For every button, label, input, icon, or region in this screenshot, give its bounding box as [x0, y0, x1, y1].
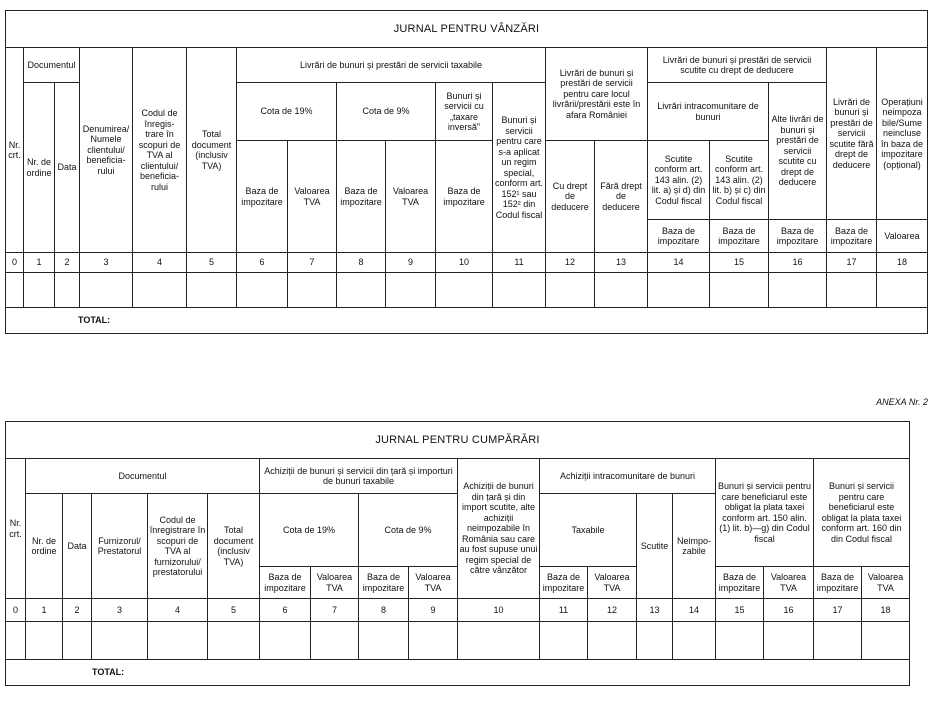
table-cell[interactable]	[63, 622, 92, 660]
cota-19-header: Cota de 19%	[237, 83, 337, 141]
vanzari-title: JURNAL PENTRU VÂNZĂRI	[6, 11, 928, 48]
col-number: 1	[24, 253, 55, 273]
col-number: 10	[436, 253, 493, 273]
col-number: 15	[716, 599, 764, 622]
table-cell[interactable]	[311, 622, 359, 660]
col-number: 16	[764, 599, 814, 622]
baza-9-header: Baza de impozitare	[337, 141, 386, 253]
anexa-label: ANEXA Nr. 2	[876, 397, 928, 407]
baza-taxabile-header: Baza de impozitare	[540, 567, 588, 599]
codul-header: Codul de înregis- trare în scopuri de TVA al clientului/ beneficia- rului	[133, 48, 187, 253]
documentul-header: Documentul	[24, 48, 80, 83]
table-row	[6, 622, 910, 660]
table-cell[interactable]	[133, 273, 187, 308]
table-cell[interactable]	[436, 273, 493, 308]
baza-16-header: Baza de impozitare	[769, 220, 827, 253]
cota-19-header: Cota de 19%	[260, 494, 359, 567]
intracomunitare-header: Livrări intracomunitare de bunuri	[648, 83, 769, 141]
col-number: 8	[337, 253, 386, 273]
tva-9-header: Valoarea TVA	[409, 567, 458, 599]
tva-19-header: Valoarea TVA	[311, 567, 359, 599]
col-number: 12	[588, 599, 637, 622]
col-number: 5	[208, 599, 260, 622]
table-cell[interactable]	[493, 273, 546, 308]
table-cell[interactable]	[26, 622, 63, 660]
table-cell[interactable]	[769, 273, 827, 308]
table-cell[interactable]	[862, 622, 910, 660]
col-number: 4	[133, 253, 187, 273]
table-row	[6, 273, 928, 308]
col-number: 11	[493, 253, 546, 273]
tva-19-header: Valoarea TVA	[288, 141, 337, 253]
col-number: 5	[187, 253, 237, 273]
table-cell[interactable]	[827, 273, 877, 308]
col-number: 4	[148, 599, 208, 622]
col-number: 6	[260, 599, 311, 622]
neimpozabile-header: Neimpo- zabile	[673, 494, 716, 599]
col-number: 7	[311, 599, 359, 622]
baza-150-header: Baza de impozitare	[716, 567, 764, 599]
table-cell[interactable]	[337, 273, 386, 308]
nr-ordine-header: Nr. de ordine	[26, 494, 63, 599]
baza-17-header: Baza de impozitare	[827, 220, 877, 253]
col-number: 0	[6, 599, 26, 622]
vanzari-total-label: TOTAL:	[6, 308, 928, 334]
denumirea-header: Denumirea/ Numele clientului/ beneficia- rului	[80, 48, 133, 253]
scutite-a-d-header: Scutite conform art. 143 alin. (2) lit. a) și d) din Codul fiscal	[648, 141, 710, 220]
table-cell[interactable]	[588, 622, 637, 660]
total-document-header: Total document (inclusiv TVA)	[208, 494, 260, 599]
table-cell[interactable]	[187, 273, 237, 308]
col-number: 17	[814, 599, 862, 622]
furnizorul-header: Furnizorul/ Prestatorul	[92, 494, 148, 599]
nr-crt-header: Nr. crt.	[6, 48, 24, 253]
col-number: 9	[386, 253, 436, 273]
regim-special-header: Bunuri și servicii pentru care s-a aplicat un regim special, conform art. 152¹ sau 152² din Codul fiscal	[493, 83, 546, 253]
table-cell[interactable]	[148, 622, 208, 660]
col-number: 15	[710, 253, 769, 273]
col-number: 3	[92, 599, 148, 622]
col-number: 14	[673, 599, 716, 622]
baza-15-header: Baza de impozitare	[710, 220, 769, 253]
documentul-header: Documentul	[26, 459, 260, 494]
table-cell[interactable]	[409, 622, 458, 660]
col-number: 18	[877, 253, 928, 273]
baza-160-header: Baza de impozitare	[814, 567, 862, 599]
table-cell[interactable]	[637, 622, 673, 660]
tva-9-header: Valoarea TVA	[386, 141, 436, 253]
col-number: 0	[6, 253, 24, 273]
table-cell[interactable]	[595, 273, 648, 308]
col-number: 9	[409, 599, 458, 622]
nr-crt-header: Nr. crt.	[6, 459, 26, 599]
col-number: 16	[769, 253, 827, 273]
data-header: Data	[55, 83, 80, 253]
data-header: Data	[63, 494, 92, 599]
table-cell[interactable]	[648, 273, 710, 308]
fara-drept-deducere-header: Fără drept de deducere	[595, 141, 648, 253]
scutite-cu-drept-header: Livrări de bunuri și prestări de servicii scutite cu drept de deducere	[648, 48, 827, 83]
taxabile-header: Taxabile	[540, 494, 637, 567]
scutite-header: Scutite	[637, 494, 673, 599]
col-number: 13	[595, 253, 648, 273]
cumparari-title: JURNAL PENTRU CUMPĂRĂRI	[6, 422, 910, 459]
baza-19-header: Baza de impozitare	[237, 141, 288, 253]
table-cell[interactable]	[386, 273, 436, 308]
total-document-header: Total document (inclusiv TVA)	[187, 48, 237, 253]
baza-14-header: Baza de impozitare	[648, 220, 710, 253]
tva-taxabile-header: Valoarea TVA	[588, 567, 637, 599]
table-cell[interactable]	[716, 622, 764, 660]
col-number: 12	[546, 253, 595, 273]
alte-livrari-header: Alte livrări de bunuri și prestări de servicii scutite cu drept de deducere	[769, 83, 827, 220]
table-cell[interactable]	[710, 273, 769, 308]
col-number: 11	[540, 599, 588, 622]
baza-9-header: Baza de impozitare	[359, 567, 409, 599]
table-cell[interactable]	[814, 622, 862, 660]
livrari-taxabile-header: Livrări de bunuri și prestări de servicii taxabile	[237, 48, 546, 83]
table-cell[interactable]	[288, 273, 337, 308]
art160-header: Bunuri și servicii pentru care beneficiarul este obligat la plata taxei conform art. 160 din din Codul fiscal	[814, 459, 910, 567]
table-cell[interactable]	[458, 622, 540, 660]
taxare-inversa-header: Bunuri și servicii cu „taxare inversă"	[436, 83, 493, 141]
achizitii-taxabile-header: Achiziții de bunuri și servicii din țară și importuri de bunuri taxabile	[260, 459, 458, 494]
cota-9-header: Cota de 9%	[359, 494, 458, 567]
table-cell[interactable]	[764, 622, 814, 660]
table-cell[interactable]	[24, 273, 55, 308]
col-number: 2	[55, 253, 80, 273]
table-cell[interactable]	[55, 273, 80, 308]
cumparari-total-label: TOTAL:	[6, 660, 910, 686]
table-cell[interactable]	[237, 273, 288, 308]
table-cell[interactable]	[359, 622, 409, 660]
col-number: 8	[359, 599, 409, 622]
col-number: 1	[26, 599, 63, 622]
baza-taxare-inversa-header: Baza de impozitare	[436, 141, 493, 253]
col-number: 18	[862, 599, 910, 622]
col-number: 17	[827, 253, 877, 273]
table-cell[interactable]	[546, 273, 595, 308]
operatiuni-header: Operațiuni neimpoza bile/Sume neincluse în baza de impozitare (opțional)	[877, 48, 928, 220]
table-cell[interactable]	[92, 622, 148, 660]
nr-ordine-header: Nr. de ordine	[24, 83, 55, 253]
achizitii-scutite-header: Achiziții de bunuri din țară și din import scutite, alte achiziții neimpozabile în România sau care au fost supuse unui regim special de către vânzător	[458, 459, 540, 599]
fara-drept-header: Livrări de bunuri și prestări de servicii scutite fără drept de deducere	[827, 48, 877, 220]
jurnal-cumparari-table	[5, 421, 910, 686]
table-cell[interactable]	[260, 622, 311, 660]
intracomunitare-header: Achiziții intracomunitare de bunuri	[540, 459, 716, 494]
cota-9-header: Cota de 9%	[337, 83, 436, 141]
col-number: 3	[80, 253, 133, 273]
table-cell[interactable]	[6, 622, 26, 660]
tva-150-header: Valoarea TVA	[764, 567, 814, 599]
col-number: 13	[637, 599, 673, 622]
col-number: 7	[288, 253, 337, 273]
table-cell[interactable]	[673, 622, 716, 660]
table-cell[interactable]	[208, 622, 260, 660]
baza-19-header: Baza de impozitare	[260, 567, 311, 599]
table-cell[interactable]	[877, 273, 928, 308]
scutite-b-c-header: Scutite conform art. 143 alin. (2) lit. b) și c) din Codul fiscal	[710, 141, 769, 220]
jurnal-vanzari-table	[5, 10, 928, 334]
col-number: 6	[237, 253, 288, 273]
table-cell[interactable]	[6, 273, 24, 308]
art150-header: Bunuri și servicii pentru care beneficiarul este obligat la plata taxei conform art. 150 alin. (1) lit. b)—g) din Codul fiscal	[716, 459, 814, 567]
tva-160-header: Valoarea TVA	[862, 567, 910, 599]
col-number: 2	[63, 599, 92, 622]
codul-header: Codul de înregistrare în scopuri de TVA al furnizorului/ prestatorului	[148, 494, 208, 599]
table-cell[interactable]	[80, 273, 133, 308]
cu-drept-header: Cu drept de deducere	[546, 141, 595, 253]
table-cell[interactable]	[540, 622, 588, 660]
col-number: 14	[648, 253, 710, 273]
afara-romaniei-header: Livrări de bunuri și prestări de servicii pentru care locul livrării/prestării este în afara României	[546, 48, 648, 141]
valoarea-18-header: Valoarea	[877, 220, 928, 253]
col-number: 10	[458, 599, 540, 622]
